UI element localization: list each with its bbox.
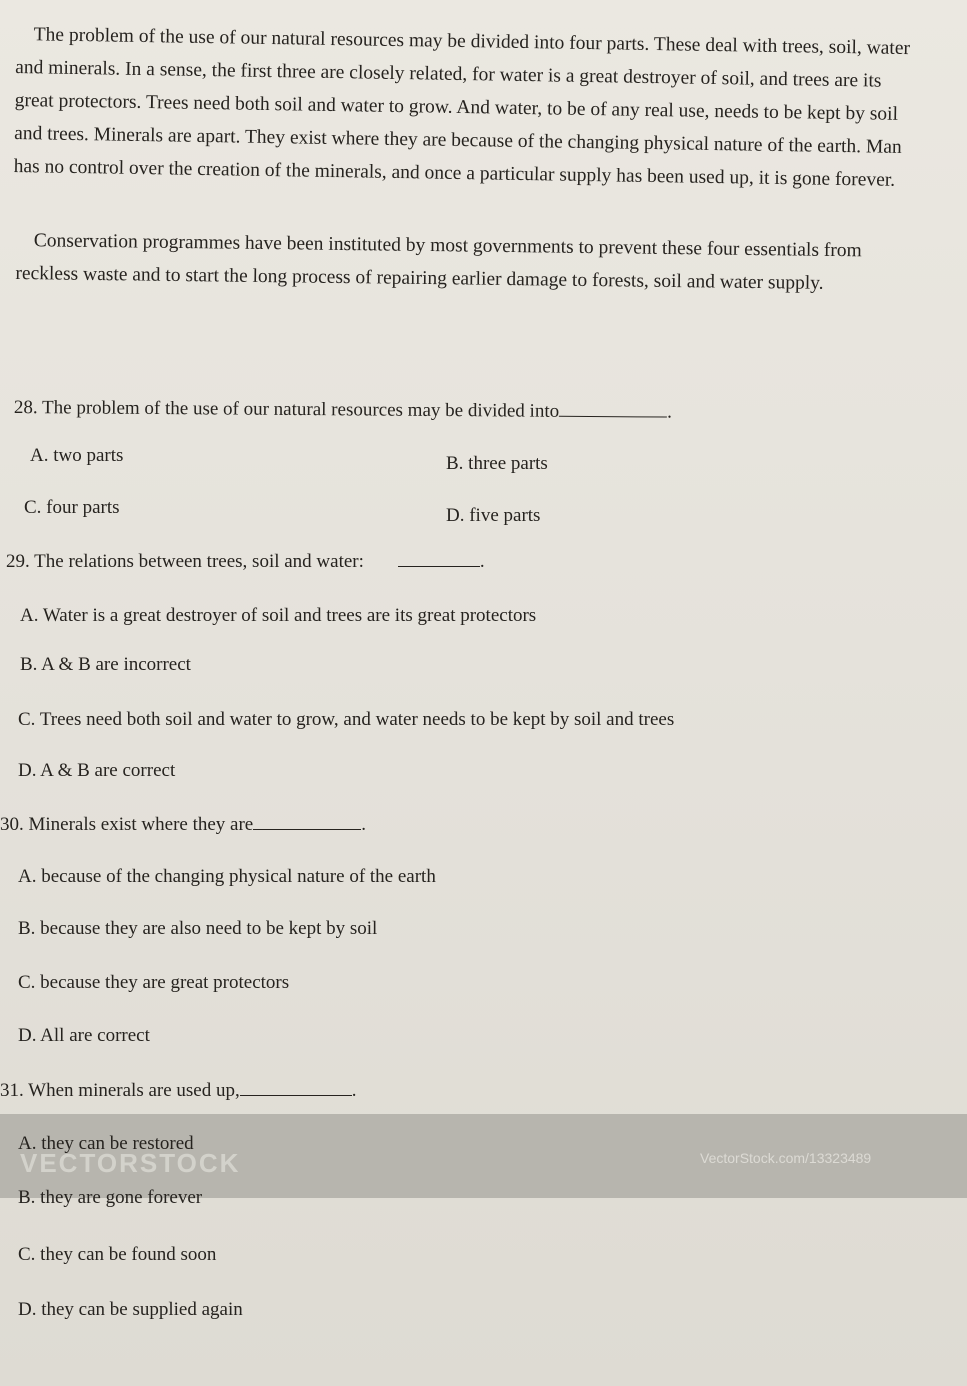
question-30-option-d bbox=[18, 1025, 150, 1047]
question-31-option-a bbox=[18, 1133, 194, 1155]
question-29-option-a bbox=[20, 605, 536, 627]
question-number: 31. bbox=[0, 1080, 24, 1101]
question-end: . bbox=[361, 814, 366, 835]
answer-blank bbox=[398, 565, 480, 567]
passage-paragraph-2-text: Conservation programmes have been instituted by most governments to prevent these four essentials from reckless waste and to start the long process of repairing earlier damage to forests, soil and water supply. bbox=[15, 230, 862, 294]
question-31-option-c bbox=[18, 1244, 216, 1266]
question-29 bbox=[6, 551, 485, 573]
question-28-option-d bbox=[446, 505, 540, 527]
question-31-option-b bbox=[18, 1187, 202, 1209]
option-text: A. two parts bbox=[30, 445, 124, 466]
option-text: C. four parts bbox=[24, 497, 120, 518]
option-text: A. Water is a great destroyer of soil and trees are its great protectors bbox=[20, 605, 537, 626]
question-28-option-c bbox=[24, 497, 120, 519]
option-text: C. they can be found soon bbox=[18, 1244, 217, 1265]
watermark-id: VectorStock.com/13323489 bbox=[700, 1150, 872, 1166]
question-number: 30. bbox=[0, 814, 24, 835]
option-text: A. because of the changing physical nature of the earth bbox=[18, 866, 436, 887]
answer-blank bbox=[253, 828, 361, 830]
question-29-option-c bbox=[18, 709, 674, 731]
passage-paragraph-2 bbox=[15, 224, 916, 301]
option-text: B. A & B are incorrect bbox=[20, 654, 191, 675]
option-text: C. because they are great protectors bbox=[18, 972, 290, 993]
question-28 bbox=[14, 397, 672, 424]
question-number: 28. bbox=[13, 397, 38, 419]
option-text: D. All are correct bbox=[18, 1025, 150, 1046]
question-30-option-a bbox=[18, 866, 436, 888]
option-text: D. five parts bbox=[446, 505, 541, 526]
question-30 bbox=[0, 814, 366, 836]
option-text: D. A & B are correct bbox=[18, 760, 176, 781]
answer-blank bbox=[240, 1094, 352, 1096]
question-end: . bbox=[667, 401, 672, 423]
passage-paragraph-1 bbox=[13, 18, 915, 197]
question-end: . bbox=[351, 1080, 357, 1101]
question-29-option-b bbox=[20, 654, 191, 676]
question-number: 29. bbox=[6, 551, 30, 572]
option-text: D. they can be supplied again bbox=[18, 1299, 243, 1320]
question-30-option-c bbox=[18, 972, 289, 994]
option-text: B. because they are also need to be kept by soil bbox=[18, 918, 378, 939]
question-29-option-d bbox=[18, 760, 175, 782]
question-28-option-b bbox=[446, 453, 548, 475]
question-stem: The problem of the use of our natural resources may be divided into bbox=[42, 397, 560, 422]
watermark-logo: VECTORSTOCK bbox=[20, 1148, 241, 1178]
question-31 bbox=[0, 1080, 356, 1102]
question-stem: Minerals exist where they are bbox=[28, 814, 254, 835]
answer-blank bbox=[559, 415, 667, 418]
option-text: B. three parts bbox=[446, 453, 548, 474]
question-end: . bbox=[479, 551, 485, 572]
question-31-option-d bbox=[18, 1299, 243, 1321]
option-text: A. they can be restored bbox=[18, 1133, 194, 1154]
passage-paragraph-1-text: The problem of the use of our natural resources may be divided into four parts. These deal with trees, soil, water and minerals. In a sense, the first three are closely related, for water is a great destroyer of soil, and trees are its great protectors. Trees need both soil and water to grow. And water, to be of any real use, needs to be kept by soil and trees. Minerals are apart. They exist where they are because of the changing physical nature of the earth. Man has no control over the creation of the minerals, and once a particular supply has been used up, it is gone forever. bbox=[13, 24, 911, 191]
question-stem: The relations between trees, soil and water: bbox=[34, 551, 364, 572]
question-28-option-a bbox=[30, 445, 123, 467]
option-text: B. they are gone forever bbox=[18, 1187, 203, 1208]
option-text: C. Trees need both soil and water to grow, and water needs to be kept by soil and trees bbox=[18, 709, 675, 730]
question-30-option-b bbox=[18, 918, 377, 940]
question-stem: When minerals are used up, bbox=[28, 1080, 240, 1101]
